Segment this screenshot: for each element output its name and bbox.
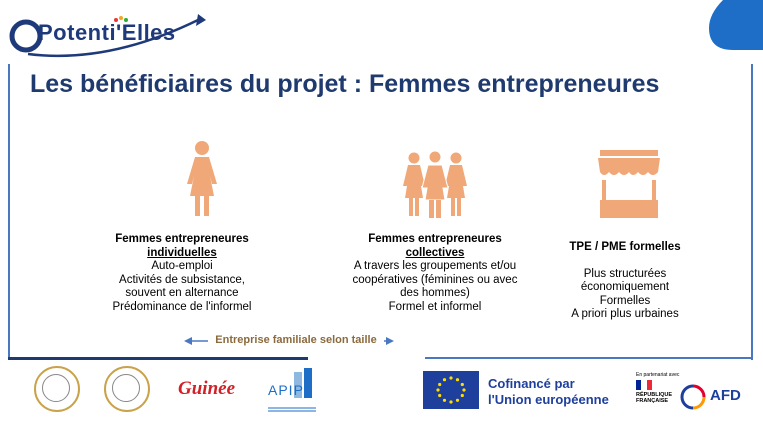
column-line: coopératives (féminines ou avec	[352, 273, 518, 286]
column-collectives	[336, 233, 534, 314]
frame-line-left	[8, 64, 10, 360]
column-heading: TPE / PME formelles	[569, 241, 681, 253]
column-line: souvent en alternance	[125, 287, 239, 299]
rf-text: RÉPUBLIQUE FRANÇAISE	[636, 392, 673, 404]
afd-circle-icon	[680, 384, 706, 410]
column-line: A travers les groupements et/ou	[353, 260, 517, 272]
potentielles-logo	[8, 6, 208, 64]
women-group-icon	[403, 150, 467, 218]
footer-divider-left	[8, 357, 308, 360]
column-line: Prédominance de l'informel	[112, 300, 252, 313]
afd-text: AFD	[710, 387, 741, 404]
government-seal-2	[104, 366, 150, 412]
column-line: Plus structurées	[583, 267, 667, 280]
apip-logo	[266, 368, 318, 414]
apip-text: APIP	[268, 382, 304, 398]
french-flag-icon	[636, 380, 652, 390]
shop-stall-icon	[598, 150, 660, 218]
guinee-logo: Guinée	[178, 378, 235, 399]
column-line: Auto-emploi	[151, 260, 213, 272]
column-line: économiquement	[580, 281, 670, 293]
column-line: des hommes)	[400, 287, 470, 299]
eu-text-line2: l'Union européenne	[488, 392, 609, 407]
frame-line-right	[751, 64, 753, 360]
eu-cofinance-text	[488, 376, 609, 408]
column-individuelles	[82, 233, 282, 314]
column-line: Activités de subsistance,	[119, 273, 245, 286]
column-line: Formel et informel	[388, 300, 482, 313]
arrow-label: Entreprise familiale selon taille	[208, 334, 384, 346]
column-heading: Femmes entrepreneures	[115, 233, 249, 245]
column-heading: Femmes entrepreneures	[368, 233, 502, 245]
column-line: Formelles	[599, 294, 651, 307]
page-title: Les bénéficiaires du projet : Femmes entrepreneures	[30, 70, 660, 98]
afd-logo	[680, 384, 748, 410]
government-seal-1	[34, 366, 80, 412]
republique-francaise-logo	[636, 372, 680, 416]
spacer	[540, 255, 710, 268]
eu-flag-icon	[423, 371, 479, 409]
column-line: A priori plus urbaines	[571, 308, 679, 320]
corner-decoration	[705, 0, 763, 50]
footer-divider-right	[425, 357, 753, 359]
column-subheading: collectives	[405, 246, 465, 259]
column-subheading: individuelles	[147, 246, 217, 259]
column-tpe-pme	[540, 241, 710, 322]
eu-text-line1: Cofinancé par	[488, 376, 575, 391]
rf-partnership-text: En partenariat avec	[636, 372, 680, 378]
logo-text: Potenti'Elles	[38, 20, 176, 45]
woman-icon	[184, 140, 220, 218]
